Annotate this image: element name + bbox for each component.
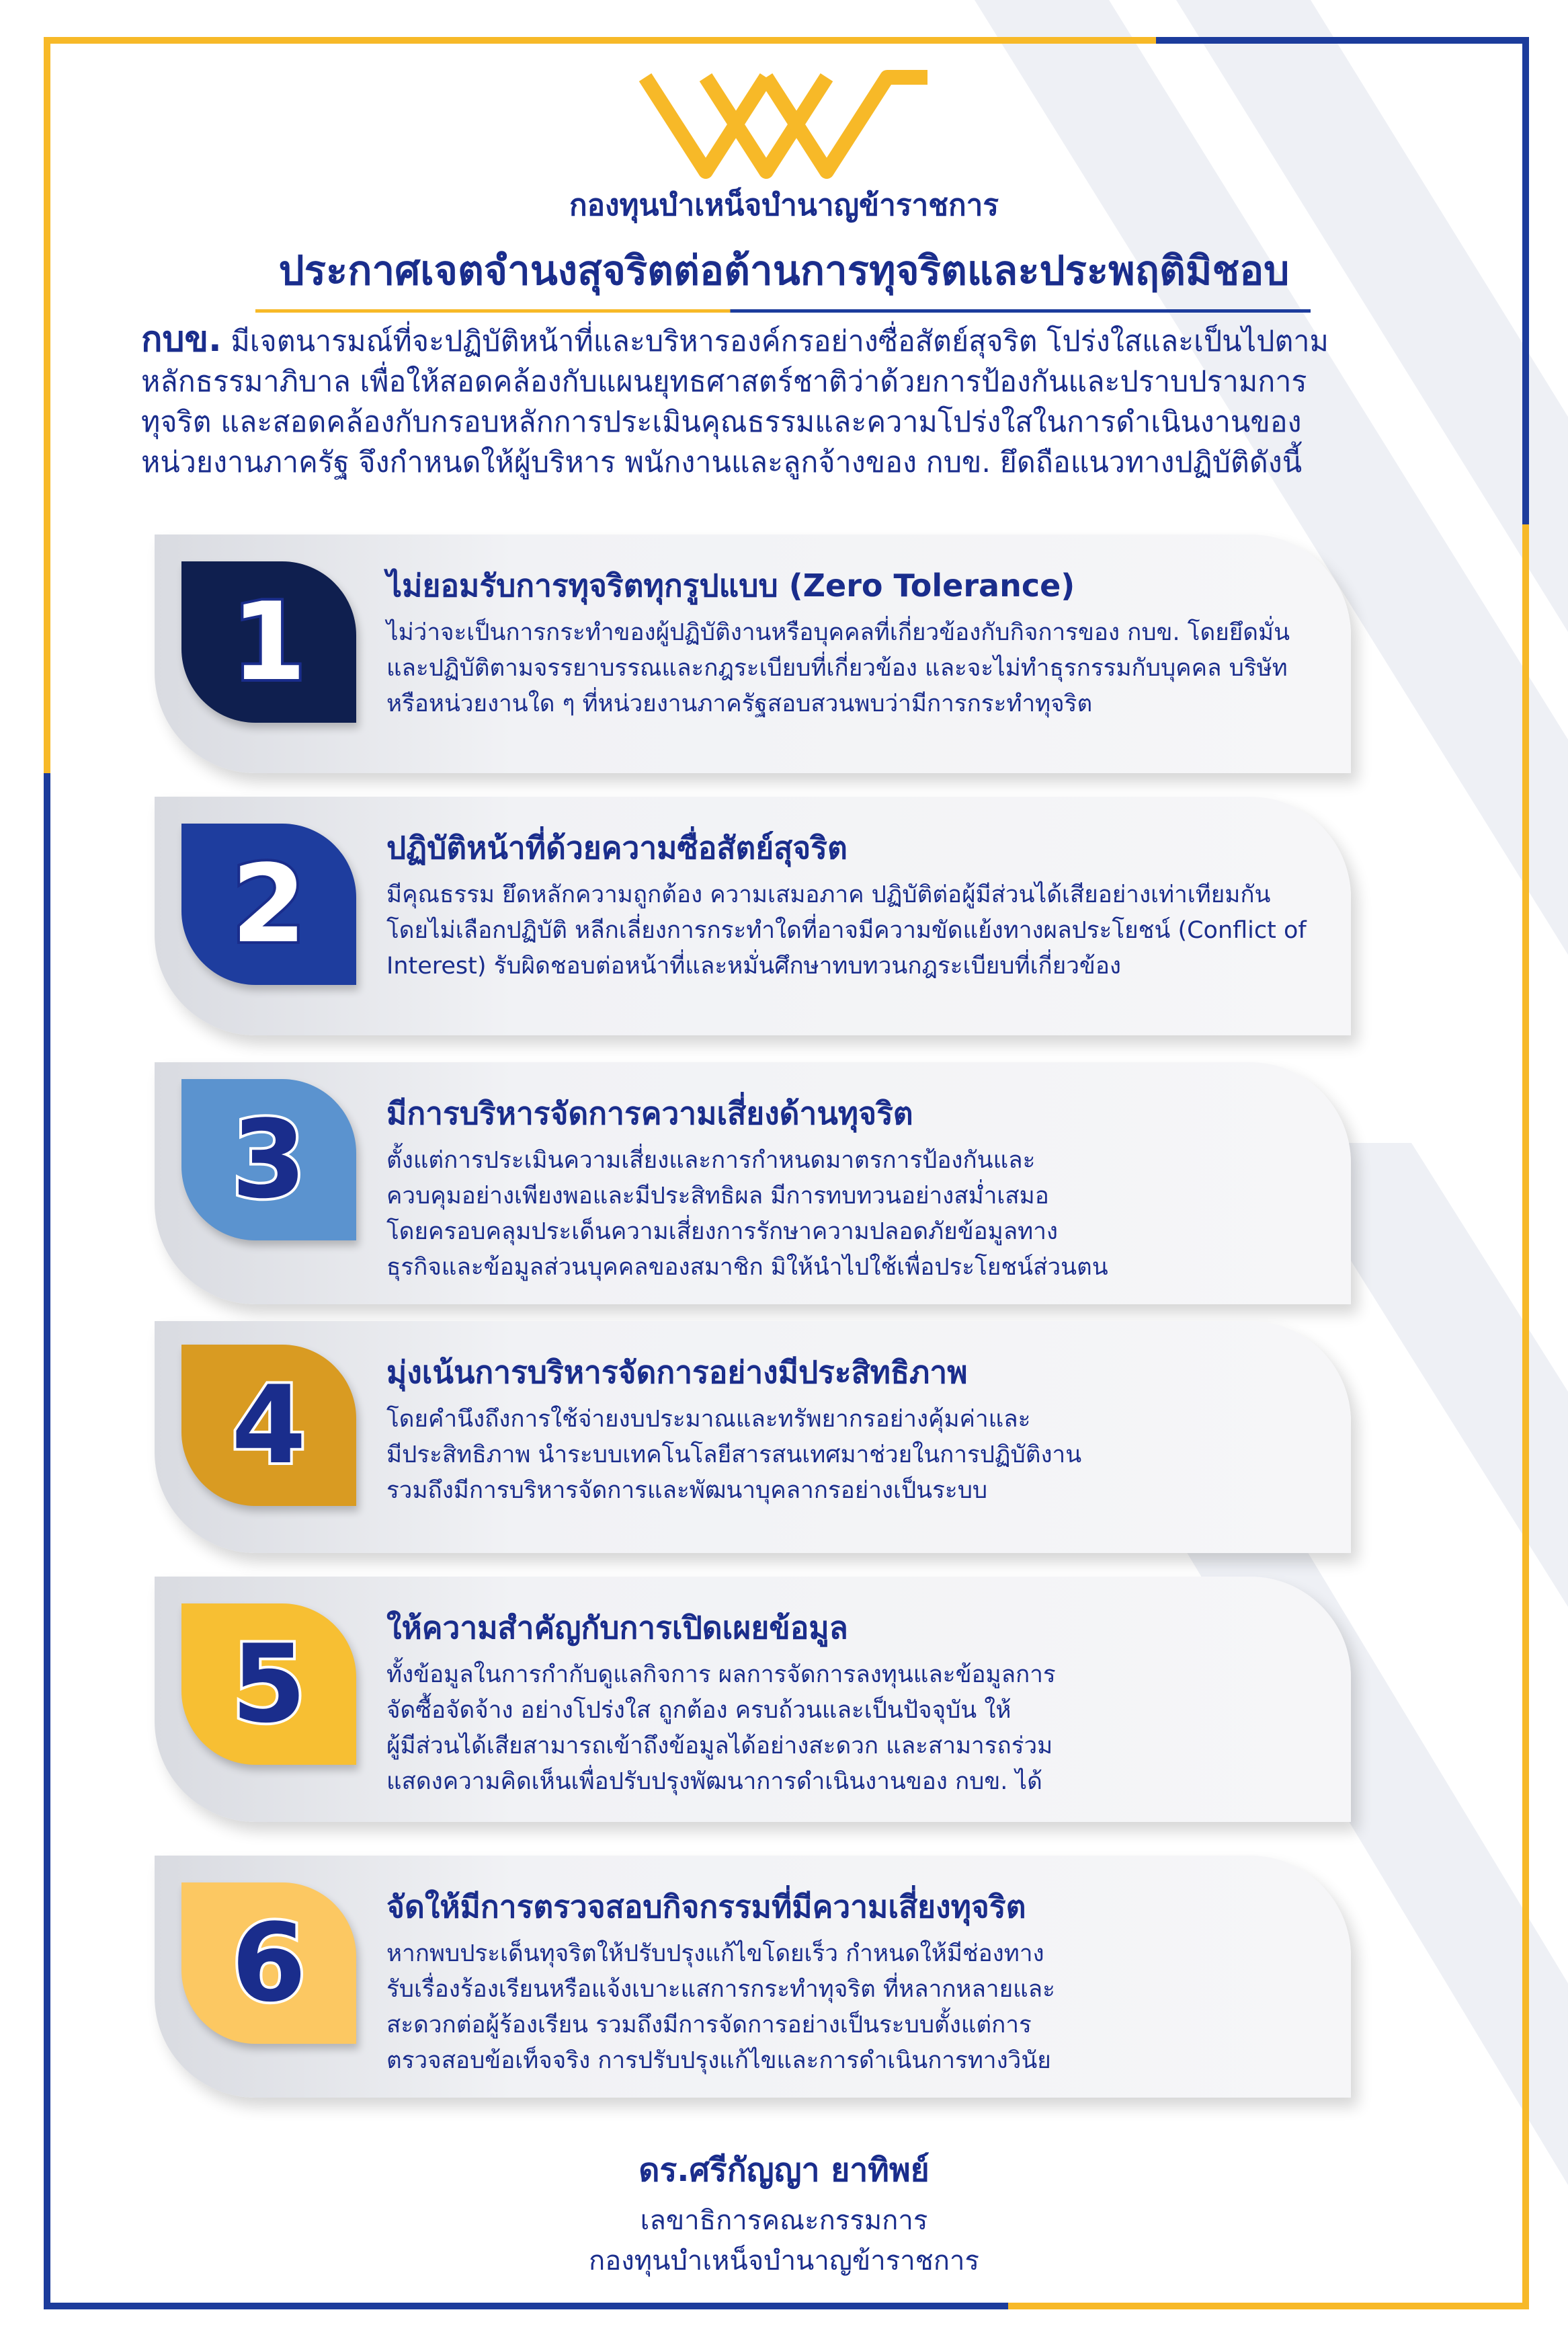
card-line: ไม่ว่าจะเป็นการกระทำของผู้ปฏิบัติงานหรือบุคคลที่เกี่ยวข้องกับกิจการของ กบข. โดยยึดมั่น <box>386 619 1290 646</box>
card-body <box>386 1402 1341 1509</box>
card-line: โดยคำนึงถึงการใช้จ่ายงบประมาณและทรัพยากรอย่างคุ้มค่าและ <box>386 1406 1031 1433</box>
card-line: ตรวจสอบข้อเท็จจริง การปรับปรุงแก้ไขและการดำเนินการทางวินัย <box>386 2047 1051 2074</box>
card-line: โดยครอบคลุมประเด็นความเสี่ยงการรักษาความปลอดภัยข้อมูลทาง <box>386 1218 1058 1245</box>
card-line: ตั้งแต่การประเมินความเสี่ยงและการกำหนดมาตรการป้องกันและ <box>386 1147 1036 1174</box>
principle-card-5 <box>155 1577 1351 1822</box>
card-line: และปฏิบัติตามจรรยาบรรณและกฎระเบียบที่เกี่ยวข้อง และจะไม่ทำธุรกรรมกับบุคคล บริษัท <box>386 655 1288 682</box>
card-line: ธุรกิจและข้อมูลส่วนบุคคลของสมาชิก มิให้นำไปใช้เพื่อประโยชน์ส่วนตน <box>386 1254 1108 1281</box>
signer-position: เลขาธิการคณะกรรมการ <box>640 2205 928 2236</box>
intro-line: มีเจตนารมณ์ที่จะปฏิบัติหน้าที่และบริหารองค์กรอย่างซื่อสัตย์สุจริต โปร่งใสและเป็นไปตาม <box>221 325 1329 358</box>
card-body <box>386 615 1341 722</box>
intro-line: ทุจริต และสอดคล้องกับกรอบหลักการประเมินคุณธรรมและความโปร่งใสในการดำเนินงานของ <box>141 405 1302 439</box>
card-title: ไม่ยอมรับการทุจริตทุกรูปแบบ (Zero Tolerance) <box>386 567 1075 604</box>
title-underline <box>255 309 1311 313</box>
card-title: ให้ความสำคัญกับการเปิดเผยข้อมูล <box>386 1610 848 1646</box>
card-body <box>386 1143 1341 1285</box>
principle-card-3 <box>155 1062 1351 1304</box>
card-body <box>386 1936 1341 2079</box>
card-title: มุ่งเน้นการบริหารจัดการอย่างมีประสิทธิภาพ <box>386 1354 968 1390</box>
number-badge <box>181 1603 356 1765</box>
card-line: หากพบประเด็นทุจริตให้ปรับปรุงแก้ไขโดยเร็ว กำหนดให้มีช่องทาง <box>386 1940 1044 1967</box>
card-line: รับเรื่องร้องเรียนหรือแจ้งเบาะแสการกระทำทุจริต ที่หลากหลายและ <box>386 1976 1055 2003</box>
card-line: รวมถึงมีการบริหารจัดการและพัฒนาบุคลากรอย่างเป็นระบบ <box>386 1477 988 1504</box>
signer-org: กองทุนบำเหน็จบำนาญข้าราชการ <box>589 2246 979 2276</box>
number-badge <box>181 561 356 723</box>
card-line: ทั้งข้อมูลในการกำกับดูแลกิจการ ผลการจัดการลงทุนและข้อมูลการ <box>386 1661 1056 1688</box>
badge-number: 1 <box>231 579 306 705</box>
card-line: สะดวกต่อผู้ร้องเรียน รวมถึงมีการจัดการอย่างเป็นระบบตั้งแต่การ <box>386 2012 1032 2038</box>
number-badge <box>181 1079 356 1240</box>
card-line: มีคุณธรรม ยึดหลักความถูกต้อง ความเสมอภาค ปฏิบัติต่อผู้มีส่วนได้เสียอย่างเท่าเทียมกัน <box>386 881 1271 908</box>
badge-number: 6 <box>231 1900 306 2026</box>
card-line: ควบคุมอย่างเพียงพอและมีประสิทธิผล มีการทบทวนอย่างสม่ำเสมอ <box>386 1183 1049 1209</box>
number-badge <box>181 824 356 985</box>
card-line: แสดงความคิดเห็นเพื่อปรับปรุงพัฒนาการดำเนินงานของ กบข. ได้ <box>386 1768 1042 1795</box>
badge-number: 2 <box>231 841 306 967</box>
card-body <box>386 877 1341 984</box>
badge-number: 3 <box>231 1097 306 1222</box>
card-title: ปฏิบัติหน้าที่ด้วยความซื่อสัตย์สุจริต <box>386 830 848 866</box>
number-badge <box>181 1345 356 1506</box>
intro-lead: กบข. <box>141 319 222 360</box>
card-line: หรือหน่วยงานใด ๆ ที่หน่วยงานภาครัฐสอบสวนพบว่ามีการกระทำทุจริต <box>386 690 1093 717</box>
badge-number: 4 <box>231 1362 306 1488</box>
principle-card-1 <box>155 534 1351 773</box>
card-line: Interest) รับผิดชอบต่อหน้าที่และหมั่นศึกษาทบทวนกฎระเบียบที่เกี่ยวข้อง <box>386 953 1121 980</box>
page-title: ประกาศเจตจำนงสุจริตต่อต้านการทุจริตและประพฤติมิชอบ <box>278 247 1290 294</box>
card-body <box>386 1657 1341 1800</box>
card-line: โดยไม่เลือกปฏิบัติ หลีกเลี่ยงการกระทำใดที่อาจมีความขัดแย้งทางผลประโยชน์ (Conflict of <box>386 917 1307 944</box>
signer-name: ดร.ศรีกัญญา ยาทิพย์ <box>638 2151 930 2189</box>
card-line: จัดซื้อจัดจ้าง อย่างโปร่งใส ถูกต้อง ครบถ้วนและเป็นปัจจุบัน ให้ <box>386 1697 1012 1724</box>
card-line: มีประสิทธิภาพ นำระบบเทคโนโลยีสารสนเทศมาช่วยในการปฏิบัติงาน <box>386 1441 1082 1468</box>
principle-card-4 <box>155 1321 1351 1553</box>
card-title: จัดให้มีการตรวจสอบกิจกรรมที่มีความเสี่ยงทุจริต <box>386 1889 1026 1925</box>
gpf-logo-icon <box>632 67 941 182</box>
number-badge <box>181 1882 356 2044</box>
intro-line: หลักธรรมาภิบาล เพื่อให้สอดคล้องกับแผนยุทธศาสตร์ชาติว่าด้วยการป้องกันและปราบปรามการ <box>141 365 1307 399</box>
intro-line: หน่วยงานภาครัฐ จึงกำหนดให้ผู้บริหาร พนักงานและลูกจ้างของ กบข. ยึดถือแนวทางปฏิบัติดังนี้ <box>141 446 1303 479</box>
badge-number: 5 <box>231 1621 306 1747</box>
intro-paragraph <box>141 319 1432 483</box>
principle-card-6 <box>155 1856 1351 2098</box>
card-line: ผู้มีส่วนได้เสียสามารถเข้าถึงข้อมูลได้อย่างสะดวก และสามารถร่วม <box>386 1733 1053 1759</box>
org-name: กองทุนบำเหน็จบำนาญข้าราชการ <box>569 188 999 223</box>
card-title: มีการบริหารจัดการความเสี่ยงด้านทุจริต <box>386 1095 913 1131</box>
principle-card-2 <box>155 797 1351 1035</box>
